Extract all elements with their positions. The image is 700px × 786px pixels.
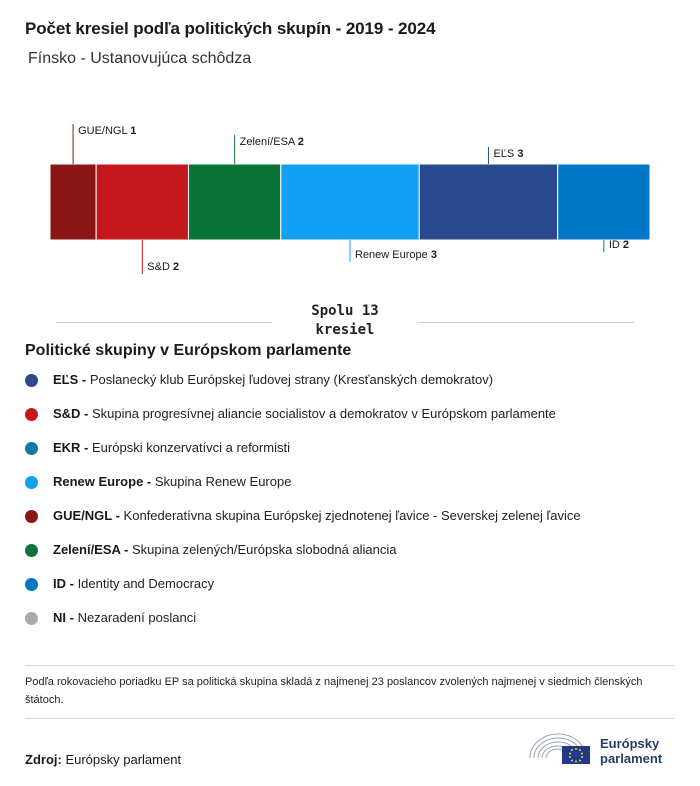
- logo-line1: Európsky: [600, 736, 660, 751]
- legend-abbr: S&D -: [53, 406, 92, 421]
- legend-desc: Skupina Renew Europe: [154, 474, 292, 489]
- legend-item: [25, 406, 685, 440]
- source-line: [25, 752, 181, 767]
- legend-item: [25, 372, 685, 406]
- seat-chart: [0, 100, 700, 290]
- legend-dot-icon: [25, 510, 38, 523]
- segment-label-value: 2: [297, 136, 304, 148]
- note-divider-bottom: [25, 718, 675, 719]
- total-unit-text: kresiel: [315, 322, 375, 338]
- segment-label-value: 2: [622, 239, 630, 251]
- segment-label: [355, 249, 437, 261]
- logo-line2: parlament: [600, 751, 663, 766]
- legend-item: [25, 440, 685, 474]
- source-value: Európsky parlament: [65, 752, 182, 767]
- total-label: [272, 302, 418, 340]
- legend-desc: Konfederatívna skupina Európskej zjednotenej ľavice - Severskej zelenej ľavice: [123, 508, 581, 523]
- note-divider-top: [25, 665, 675, 666]
- segment-label-name: EĽS: [493, 148, 518, 160]
- legend-item: [25, 542, 685, 576]
- legend-desc: Európski konzervatívci a reformisti: [92, 440, 290, 455]
- source-label: Zdroj:: [25, 752, 62, 767]
- legend-item: [25, 474, 685, 508]
- bar-segment-zelen-esa: [188, 164, 280, 240]
- legend-desc: Poslanecký klub Európskej ľudovej strany (Kresťanských demokratov): [89, 372, 494, 387]
- segment-label: [609, 239, 629, 251]
- segment-label: [78, 125, 136, 137]
- bar-segment-s-d: [96, 164, 188, 240]
- legend: [25, 372, 685, 644]
- legend-dot-icon: [25, 578, 38, 591]
- total-rule-right: [418, 322, 634, 323]
- total-count-text: Spolu 13: [311, 303, 379, 319]
- segment-label-value: 2: [172, 261, 180, 273]
- legend-abbr: ID -: [53, 576, 78, 591]
- legend-item: [25, 576, 685, 610]
- segment-label-value: 3: [430, 249, 437, 261]
- total-seats: [56, 300, 634, 340]
- legend-title: Politické skupiny v Európskom parlamente: [25, 342, 352, 359]
- logo-text: [600, 736, 662, 766]
- segment-label-name: S&D: [147, 261, 173, 273]
- legend-item: [25, 610, 685, 644]
- legend-abbr: NI -: [53, 610, 78, 625]
- bar-segment-renew-europe: [281, 164, 419, 240]
- chart-subtitle: Fínsko - Ustanovujúca schôdza: [28, 50, 252, 67]
- segment-label-name: Zelení/ESA: [239, 136, 298, 148]
- legend-dot-icon: [25, 476, 38, 489]
- legend-abbr: Renew Europe -: [53, 474, 155, 489]
- legend-desc: Skupina zelených/Európska slobodná aliancia: [131, 542, 397, 557]
- legend-desc: Nezaradení poslanci: [77, 610, 197, 625]
- footnote: Podľa rokovacieho poriadku EP sa politická skupina skladá z najmenej 23 poslancov zvolených najmenej v siedmich členských štátoch.: [25, 676, 643, 706]
- legend-dot-icon: [25, 408, 38, 421]
- legend-abbr: GUE/NGL -: [53, 508, 124, 523]
- legend-dot-icon: [25, 612, 38, 625]
- chart-title: Počet kresiel podľa politických skupín - 2019 - 2024: [25, 19, 436, 38]
- segment-label-value: 1: [130, 125, 137, 137]
- legend-abbr: EĽS -: [53, 372, 90, 387]
- legend-desc: Identity and Democracy: [77, 576, 215, 591]
- legend-desc: Skupina progresívnej aliancie socialistov a demokratov v Európskom parlamente: [92, 406, 556, 421]
- total-rule-left: [56, 322, 272, 323]
- legend-item: [25, 508, 685, 542]
- segment-label: [147, 261, 179, 273]
- legend-dot-icon: [25, 442, 38, 455]
- bar-segment-e-s: [419, 164, 557, 240]
- legend-abbr: Zelení/ESA -: [53, 542, 132, 557]
- segment-label-value: 3: [517, 148, 524, 160]
- segment-label-name: Renew Europe: [355, 249, 431, 261]
- bar-segment-gue-ngl: [50, 164, 96, 240]
- legend-dot-icon: [25, 544, 38, 557]
- segment-label-name: GUE/NGL: [78, 125, 131, 137]
- legend-dot-icon: [25, 374, 38, 387]
- european-parliament-logo: [528, 728, 678, 768]
- parliament-hemicycle-icon: [528, 728, 592, 768]
- legend-abbr: EKR -: [53, 440, 92, 455]
- segment-label: [493, 148, 523, 160]
- bar-segment-id: [558, 164, 650, 240]
- segment-label-name: ID: [608, 239, 623, 251]
- segment-label: [240, 136, 304, 148]
